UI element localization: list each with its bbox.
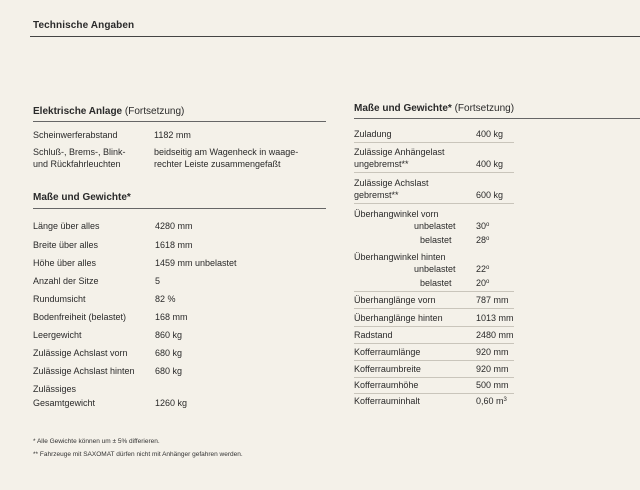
row-divider — [354, 326, 514, 327]
spec-value — [476, 379, 509, 391]
spec-label: Kofferraumbreite — [354, 364, 421, 374]
spec-value-superscript: o — [486, 279, 490, 285]
right-title: Maße und Gewichte* — [354, 103, 452, 114]
spec-value-text: 2480 mm — [476, 330, 514, 340]
spec-value — [476, 277, 489, 289]
spec-value: 680 kg — [155, 366, 183, 376]
spec-label: Gesamtgewicht — [33, 398, 96, 408]
spec-value — [476, 346, 509, 358]
spec-label: belastet — [420, 235, 452, 245]
spec-label: Radstand — [354, 330, 393, 340]
footnote-1: * Alle Gewichte können um ± 5% differieren. — [33, 438, 160, 445]
row-divider — [354, 377, 514, 378]
spec-value: 82 % — [155, 294, 176, 304]
spec-value-text: 920 mm — [476, 347, 509, 357]
spec-value: 1182 mm — [154, 130, 191, 140]
spec-value — [476, 294, 509, 306]
spec-value — [476, 220, 489, 232]
spec-label: Überhanglänge vorn — [354, 295, 436, 305]
spec-value-superscript: 3 — [503, 397, 507, 403]
spec-value: 1260 kg — [155, 398, 188, 408]
row-divider — [354, 142, 514, 143]
spec-value: 5 — [155, 276, 161, 286]
spec-label: Überhanglänge hinten — [354, 313, 443, 323]
electric-suffix: (Fortsetzung) — [124, 106, 185, 117]
spec-value: 680 kg — [155, 348, 183, 358]
electric-section-title — [33, 106, 184, 117]
dims-rule — [33, 208, 326, 209]
right-section-title — [354, 103, 514, 114]
spec-label: Rundumsicht — [33, 294, 86, 304]
spec-label: Zulässige Achslast — [354, 178, 429, 188]
electric-title: Elektrische Anlage — [33, 106, 123, 117]
row-divider — [354, 203, 514, 204]
spec-label: Zuladung — [354, 129, 392, 139]
spec-label: Schluß-, Brems-, Blink- — [33, 147, 126, 157]
spec-value — [476, 158, 503, 170]
spec-value — [476, 234, 489, 246]
spec-value — [476, 189, 503, 201]
dims-section-title: Maße und Gewichte* — [33, 192, 131, 203]
spec-value: 4280 mm — [155, 221, 193, 231]
spec-label: Bodenfreiheit (belastet) — [33, 312, 127, 322]
spec-value-text: 400 kg — [476, 159, 504, 169]
spec-value-text: 1013 mm — [476, 313, 514, 323]
spec-label: Leergewicht — [33, 330, 82, 340]
spec-value: 860 kg — [155, 330, 183, 340]
spec-label: unbelastet — [414, 264, 456, 274]
spec-label: und Rückfahrleuchten — [33, 159, 121, 169]
spec-value: 1459 mm unbelastet — [155, 258, 237, 268]
electric-rule — [33, 121, 326, 122]
spec-value — [476, 263, 489, 275]
row-divider — [354, 172, 514, 173]
spec-label: Breite über alles — [33, 240, 99, 250]
spec-value-text: 400 kg — [476, 129, 504, 139]
spec-value-text: 920 mm — [476, 364, 509, 374]
row-divider — [354, 291, 514, 292]
spec-label: belastet — [420, 278, 452, 288]
spec-label: gebremst** — [354, 190, 399, 200]
spec-label: Zulässiges — [33, 384, 77, 394]
spec-label: ungebremst** — [354, 159, 409, 169]
spec-value: beidseitig am Wagenheck in waage- — [154, 147, 299, 157]
spec-value-text: 30 — [476, 221, 487, 231]
spec-label: Zulässige Achslast vorn — [33, 348, 128, 358]
spec-value-text: 0,60 m — [476, 396, 504, 406]
row-divider — [354, 343, 514, 344]
spec-label: Anzahl der Sitze — [33, 276, 99, 286]
row-divider — [354, 308, 514, 309]
spec-label: Höhe über alles — [33, 258, 97, 268]
header-rule — [30, 36, 640, 37]
spec-label: Zulässige Achslast hinten — [33, 366, 135, 376]
spec-value-superscript: o — [486, 265, 490, 271]
spec-value-text: 500 mm — [476, 380, 509, 390]
spec-label: Kofferraumlänge — [354, 347, 421, 357]
spec-value-text: 20 — [476, 278, 487, 288]
row-divider — [354, 393, 514, 394]
spec-value-text: 22 — [476, 264, 487, 274]
spec-label: unbelastet — [414, 221, 456, 231]
spec-value-text: 28 — [476, 235, 487, 245]
spec-value: 1618 mm — [155, 240, 193, 250]
spec-label: Kofferraumhöhe — [354, 380, 419, 390]
spec-value: 168 mm — [155, 312, 188, 322]
spec-value-text: 787 mm — [476, 295, 509, 305]
right-suffix: (Fortsetzung) — [454, 103, 515, 114]
spec-value — [476, 128, 503, 140]
footnote-2: ** Fahrzeuge mit SAXOMAT dürfen nicht mit Anhänger gefahren werden. — [33, 451, 243, 458]
spec-value — [476, 363, 509, 375]
spec-label: Länge über alles — [33, 221, 100, 231]
spec-label: Überhangwinkel hinten — [354, 252, 446, 262]
spec-label: Scheinwerferabstand — [33, 130, 118, 140]
spec-value-superscript: o — [486, 236, 490, 242]
spec-value — [476, 395, 507, 407]
spec-value — [476, 329, 514, 341]
spec-value-text: 600 kg — [476, 190, 504, 200]
spec-value: rechter Leiste zusammengefaßt — [154, 159, 281, 169]
spec-label: Zulässige Anhängelast — [354, 147, 445, 157]
right-rule — [354, 118, 640, 119]
spec-label: Kofferrauminhalt — [354, 396, 420, 406]
page-title: Technische Angaben — [33, 20, 135, 31]
spec-value-superscript: o — [486, 222, 490, 228]
spec-value — [476, 312, 514, 324]
row-divider — [354, 360, 514, 361]
spec-label: Überhangwinkel vorn — [354, 209, 439, 219]
